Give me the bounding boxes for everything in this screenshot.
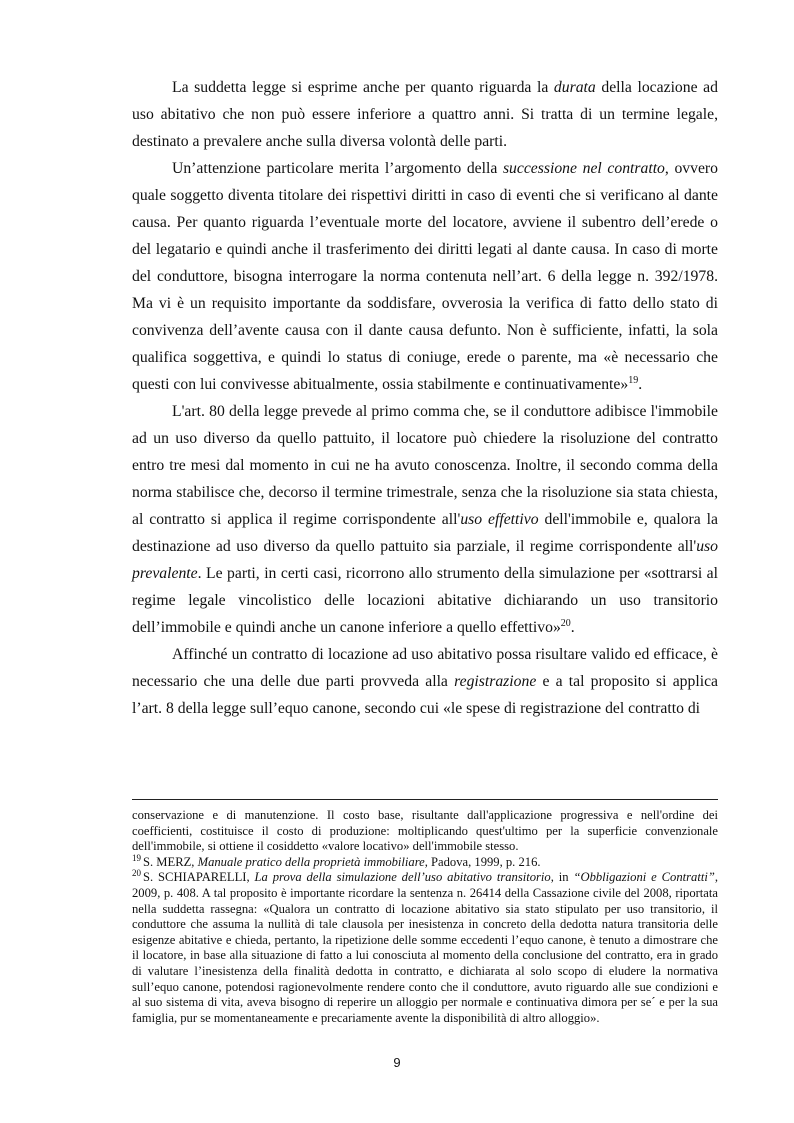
text-run: della locazione ad uso abitativo che non può essere inferiore a quattro anni. Si tratta di un termine legale, destinato a prevalere anche sulla diversa volontà delle parti. <box>132 79 718 150</box>
text-run: conservazione e di manutenzione. Il costo base, risultante dall'applicazione progressiva e nell'ordine dei coefficienti, costituisce il costo di produzione: moltiplicando quest'ultimo per la superficie convenzionale dell'immobile, si ottiene il cosiddetto «valore locativo» dell'immobile stesso. <box>132 808 718 854</box>
text-run: L'art. 80 della legge prevede al primo comma che, se il conduttore adibisce l'immobile ad un uso diverso da quello pattuito, il locatore può chiedere la risoluzione del contratto entro tre mesi dal momento in cui ne ha avuto conoscenza. Inoltre, il secondo comma della norma stabilisce che, decorso il termine trimestrale, senza che la risoluzione sia stata chiesta, al contratto si applica il regime corrispondente all' <box>132 403 718 528</box>
text-run: S. MERZ, <box>143 854 198 869</box>
emphasis-uso-effettivo: uso effettivo <box>460 511 539 528</box>
footnote-19 <box>132 852 718 871</box>
text-run: dell'immobile e, qualora la destinazione ad uso diverso da quello pattuito sia parziale, il regime corrispondente all' <box>132 511 718 555</box>
emphasis-successione: successione nel contratto <box>502 160 665 177</box>
footnote-journal: “Obbligazioni e Contratti” <box>573 870 715 885</box>
text-run: , 2009, p. 408. A tal proposito è importante ricordare la sentenza n. 26414 della Cassazione civile del 2008, riportata nella suddetta rassegna: «Qualora un contratto di locazione abitativo sia stato stipulato per uso transitorio, il conduttore che assuma la nullità di tale clausola per inesistenza in concreto della dedotta natura transitoria delle esigenze abitative e chieda, pertanto, la ripetizione delle somme eccedenti l’equo canone, è tenuto a dimostrare che il locatore, in base alla situazione di fatto a lui conosciuta al momento della conclusione del contratto, era in grado di valutare l’inesistenza della finalità dedotta in contratto, e dichiarata al solo scopo di eludere la normativa sull’equo canone, potendosi ragionevolmente rendere conto che il conduttore, avuto riguardo alle sue condizioni e al suo sistema di vita, aveva bisogno di reperire un alloggio per normale e continuativa dimora per se´ e per la sua famiglia, pur se momentaneamente e precariamente avente la disponibilità di altro alloggio». <box>132 870 719 1025</box>
paragraph-art-80 <box>132 398 718 641</box>
footnote-title: La prova della simulazione dell’uso abitativo transitorio <box>254 870 551 885</box>
paragraph-durata <box>132 74 718 155</box>
footnote-ref-19[interactable]: 19 <box>628 374 639 386</box>
footnote-mark-19: 19 <box>132 852 141 863</box>
body-text <box>132 74 718 722</box>
text-run: , in <box>550 870 574 885</box>
emphasis-registrazione: registrazione <box>454 673 537 690</box>
text-run: , ovvero quale soggetto diventa titolare dei rispettivi diritti in caso di eventi che si verificano al dante causa. Per quanto riguarda l’eventuale morte del locatore, avviene il subentro dell’erede o del legatario e quindi anche il trasferimento dei diritti legati al dante causa. In caso di morte del conduttore, bisogna interrogare la norma contenuta nell’art. 6 della legge n. 392/1978. Ma vi è un requisito importante da soddisfare, ovverosia la verifica di fatto dello stato di convivenza dell’avente causa con il dante causa defunto. Non è sufficiente, infatti, la sola qualifica soggettiva, e quindi lo status di coniuge, erede o parente, ma «è necessario che questi con lui convivesse abitualmente, ossia stabilmente e continuativamente» <box>132 160 719 393</box>
text-run: e a tal proposito si applica l’art. 8 della legge sull’equo canone, secondo cui «le spese di registrazione del contratto di <box>132 673 718 717</box>
footnote-20 <box>132 870 718 1026</box>
footnote-continuation <box>132 808 718 855</box>
page-number: 9 <box>393 1055 401 1070</box>
footnotes <box>132 808 718 1026</box>
text-run: La suddetta legge si esprime anche per quanto riguarda la <box>172 79 554 96</box>
text-run: S. SCHIAPARELLI, <box>143 870 255 885</box>
text-run: , Padova, 1999, p. 216. <box>424 854 541 869</box>
footnote-mark-20: 20 <box>132 868 141 879</box>
text-run: . <box>638 376 643 393</box>
text-run: Affinché un contratto di locazione ad uso abitativo possa risultare valido ed efficace, è necessario che una delle due parti provveda alla <box>132 646 718 690</box>
text-run: . Le parti, in certi casi, ricorrono allo strumento della simulazione per «sottrarsi al regime legale vincolistico delle locazioni abitative dichiarando un uso transitorio dell’immobile e quindi anche un canone inferiore a quello effettivo» <box>132 565 718 636</box>
emphasis-uso-prevalente: uso prevalente <box>132 538 718 582</box>
footnote-ref-20[interactable]: 20 <box>560 617 571 629</box>
text-run: . <box>570 619 575 636</box>
paragraph-registrazione <box>132 641 718 722</box>
paragraph-successione <box>132 155 718 398</box>
emphasis-durata: durata <box>553 79 596 96</box>
footnote-title: Manuale pratico della proprietà immobiliare <box>197 854 425 869</box>
text-run: Un’attenzione particolare merita l’argomento della <box>172 160 503 177</box>
footnote-divider <box>132 799 718 800</box>
